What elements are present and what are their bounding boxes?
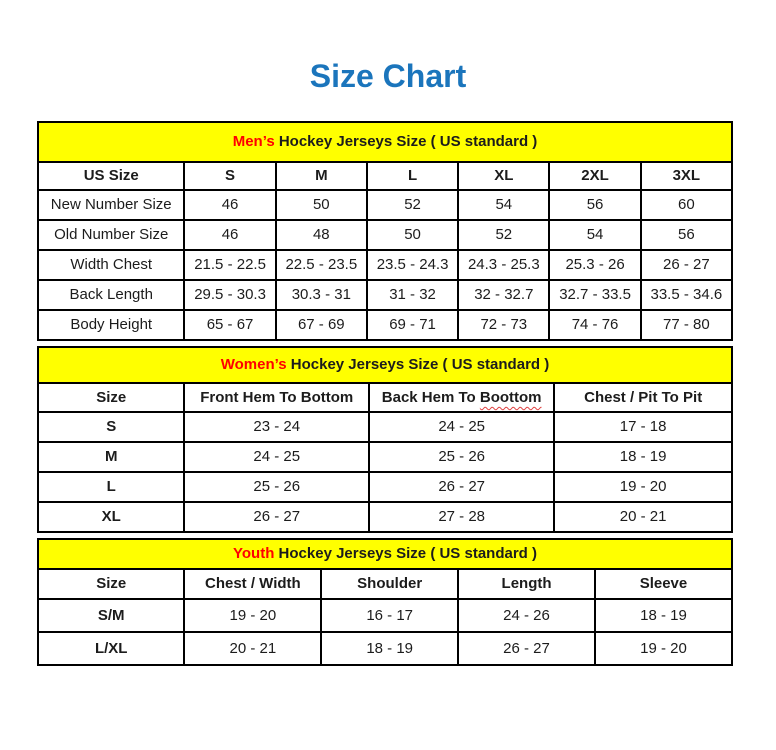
- value-cell: 56: [549, 190, 640, 220]
- value-cell: 19 - 20: [595, 632, 732, 665]
- row-label-cell: Old Number Size: [38, 220, 184, 250]
- youth-size-table: [37, 538, 733, 666]
- value-cell: 23 - 24: [184, 412, 369, 442]
- value-cell: 26 - 27: [184, 502, 369, 532]
- wavy-underline-word: Boottom: [479, 388, 542, 406]
- value-cell: 17 - 18: [554, 412, 732, 442]
- row-label-cell: M: [38, 442, 184, 472]
- value-cell: 19 - 20: [184, 599, 321, 632]
- value-cell: 50: [276, 190, 367, 220]
- value-cell: 46: [184, 190, 275, 220]
- mens-band-title: [38, 122, 732, 162]
- value-cell: 33.5 - 34.6: [641, 280, 732, 310]
- table-row: [38, 632, 732, 665]
- womens-band-title: [38, 347, 732, 383]
- value-cell: 16 - 17: [321, 599, 458, 632]
- table-row: [38, 190, 732, 220]
- column-header-cell: 2XL: [549, 162, 640, 190]
- row-label-cell: Back Length: [38, 280, 184, 310]
- header-text: Back Hem To: [381, 388, 480, 406]
- value-cell: 26 - 27: [641, 250, 732, 280]
- womens-band-rest: Hockey Jerseys Size ( US standard ): [286, 356, 550, 374]
- value-cell: 21.5 - 22.5: [184, 250, 275, 280]
- womens-band-highlight: Women’s: [220, 356, 287, 374]
- table-row: [38, 250, 732, 280]
- value-cell: 54: [549, 220, 640, 250]
- column-header-cell: 3XL: [641, 162, 732, 190]
- row-label-cell: XL: [38, 502, 184, 532]
- mens-band-highlight: Men’s: [232, 133, 275, 151]
- column-header-cell: Front Hem To Bottom: [184, 383, 369, 412]
- value-cell: 52: [367, 190, 458, 220]
- value-cell: 32 - 32.7: [458, 280, 549, 310]
- page-title: Size Chart: [309, 58, 467, 94]
- row-label-cell: S/M: [38, 599, 184, 632]
- value-cell: 72 - 73: [458, 310, 549, 340]
- column-header-cell: XL: [458, 162, 549, 190]
- value-cell: 20 - 21: [554, 502, 732, 532]
- value-cell: 19 - 20: [554, 472, 732, 502]
- value-cell: 22.5 - 23.5: [276, 250, 367, 280]
- youth-band-title: [38, 539, 732, 569]
- womens-size-table: [37, 346, 733, 533]
- value-cell: 31 - 32: [367, 280, 458, 310]
- column-header-cell: Chest / Width: [184, 569, 321, 599]
- table-row: [38, 412, 732, 442]
- value-cell: 18 - 19: [595, 599, 732, 632]
- column-header-cell: Length: [458, 569, 595, 599]
- value-cell: 24 - 25: [184, 442, 369, 472]
- youth-band-rest: Hockey Jerseys Size ( US standard ): [274, 545, 537, 563]
- value-cell: 69 - 71: [367, 310, 458, 340]
- value-cell: 25 - 26: [369, 442, 554, 472]
- row-label-cell: L/XL: [38, 632, 184, 665]
- table-row: [38, 310, 732, 340]
- row-label-cell: New Number Size: [38, 190, 184, 220]
- column-header-cell: Shoulder: [321, 569, 458, 599]
- value-cell: 32.7 - 33.5: [549, 280, 640, 310]
- value-cell: 26 - 27: [458, 632, 595, 665]
- table-row: [38, 502, 732, 532]
- table-row: [38, 472, 732, 502]
- table-row: [38, 220, 732, 250]
- mens-band-row: [38, 122, 732, 162]
- value-cell: 56: [641, 220, 732, 250]
- value-cell: 29.5 - 30.3: [184, 280, 275, 310]
- value-cell: 24 - 26: [458, 599, 595, 632]
- womens-band-row: [38, 347, 732, 383]
- value-cell: 50: [367, 220, 458, 250]
- column-header-cell: US Size: [38, 162, 184, 190]
- value-cell: 77 - 80: [641, 310, 732, 340]
- value-cell: 60: [641, 190, 732, 220]
- row-label-cell: Body Height: [38, 310, 184, 340]
- size-chart-page: [0, 58, 776, 666]
- column-header-cell: Sleeve: [595, 569, 732, 599]
- youth-band-highlight: Youth: [233, 545, 275, 563]
- value-cell: 48: [276, 220, 367, 250]
- value-cell: 67 - 69: [276, 310, 367, 340]
- womens-header-row: [38, 383, 732, 412]
- value-cell: 46: [184, 220, 275, 250]
- value-cell: 25 - 26: [184, 472, 369, 502]
- mens-band-rest: Hockey Jerseys Size ( US standard ): [274, 133, 538, 151]
- value-cell: 18 - 19: [554, 442, 732, 472]
- row-label-cell: S: [38, 412, 184, 442]
- row-label-cell: L: [38, 472, 184, 502]
- column-header-cell: M: [276, 162, 367, 190]
- column-header-cell: Size: [38, 383, 184, 412]
- column-header-cell: Chest / Pit To Pit: [554, 383, 732, 412]
- tables-container: [37, 121, 733, 666]
- value-cell: 26 - 27: [369, 472, 554, 502]
- row-label-cell: Width Chest: [38, 250, 184, 280]
- value-cell: 23.5 - 24.3: [367, 250, 458, 280]
- value-cell: 74 - 76: [549, 310, 640, 340]
- youth-band-row: [38, 539, 732, 569]
- value-cell: 65 - 67: [184, 310, 275, 340]
- value-cell: 24 - 25: [369, 412, 554, 442]
- value-cell: 27 - 28: [369, 502, 554, 532]
- mens-size-table: [37, 121, 733, 341]
- value-cell: 54: [458, 190, 549, 220]
- column-header-cell: L: [367, 162, 458, 190]
- value-cell: 30.3 - 31: [276, 280, 367, 310]
- value-cell: 52: [458, 220, 549, 250]
- column-header-cell: [369, 383, 554, 412]
- table-row: [38, 280, 732, 310]
- table-row: [38, 599, 732, 632]
- youth-header-row: [38, 569, 732, 599]
- table-row: [38, 442, 732, 472]
- value-cell: 25.3 - 26: [549, 250, 640, 280]
- mens-header-row: [38, 162, 732, 190]
- column-header-cell: Size: [38, 569, 184, 599]
- value-cell: 24.3 - 25.3: [458, 250, 549, 280]
- value-cell: 20 - 21: [184, 632, 321, 665]
- value-cell: 18 - 19: [321, 632, 458, 665]
- column-header-cell: S: [184, 162, 275, 190]
